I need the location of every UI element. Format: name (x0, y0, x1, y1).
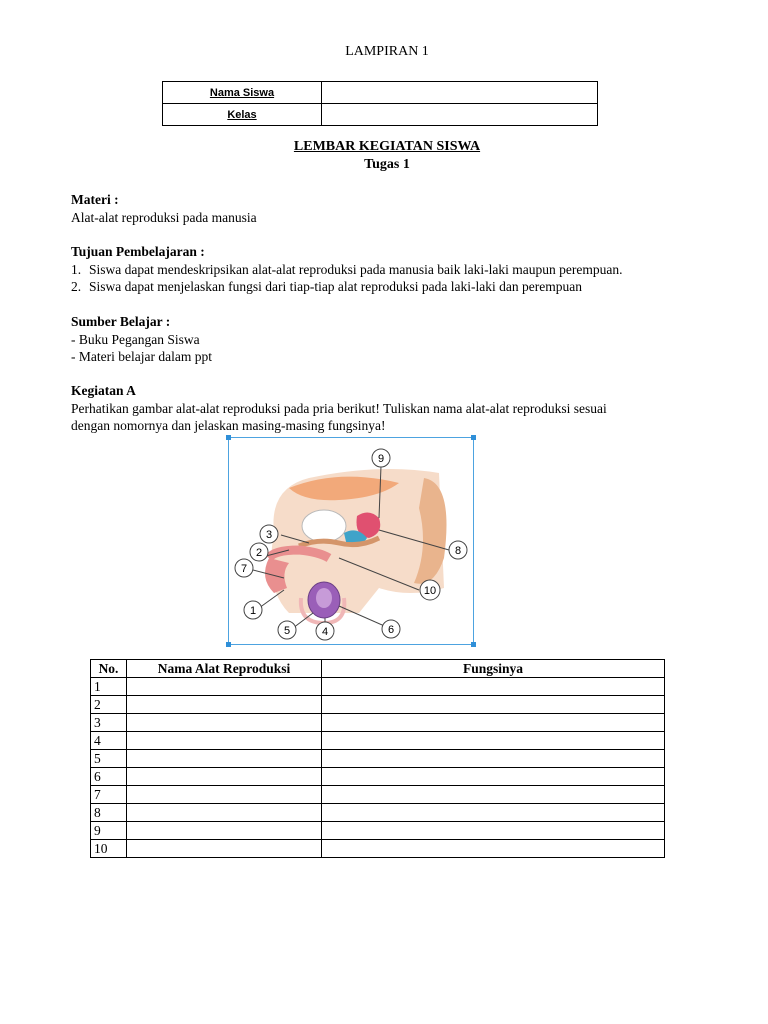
answer-table (90, 659, 665, 858)
row-number: 5 (91, 750, 127, 768)
table-row (91, 678, 665, 696)
objective-item (71, 278, 731, 296)
header-function: Fungsinya (322, 660, 665, 678)
label-10: 10 (423, 585, 437, 597)
objective-text: Siswa dapat menjelaskan fungsi dari tiap-tiap alat reproduksi pada laki-laki dan perempuan (89, 279, 582, 294)
function-cell[interactable] (322, 750, 665, 768)
organ-name-cell[interactable] (127, 714, 322, 732)
organ-name-cell[interactable] (127, 696, 322, 714)
testis-highlight (316, 588, 332, 608)
label-3: 3 (265, 529, 273, 541)
table-row (91, 768, 665, 786)
function-cell[interactable] (322, 714, 665, 732)
objective-number: 2. (71, 279, 82, 294)
resize-handle[interactable] (226, 642, 231, 647)
function-cell[interactable] (322, 840, 665, 858)
table-row (91, 732, 665, 750)
function-cell[interactable] (322, 678, 665, 696)
function-cell[interactable] (322, 732, 665, 750)
table-row (91, 786, 665, 804)
male-reproductive-diagram (229, 438, 473, 644)
activity-instruction-line: dengan nomornya dan jelaskan masing-masing fungsinya! (71, 418, 386, 433)
row-number: 4 (91, 732, 127, 750)
function-cell[interactable] (322, 786, 665, 804)
table-row (91, 714, 665, 732)
objectives-heading: Tujuan Pembelajaran : (71, 244, 205, 259)
objective-item (71, 261, 731, 279)
answer-table-header (91, 660, 665, 678)
label-5: 5 (283, 625, 291, 637)
table-row (91, 822, 665, 840)
table-row (91, 696, 665, 714)
organ-name-cell[interactable] (127, 804, 322, 822)
organ-name-cell[interactable] (127, 786, 322, 804)
organ-name-cell[interactable] (127, 768, 322, 786)
resize-handle[interactable] (471, 642, 476, 647)
objective-number: 1. (71, 261, 82, 277)
materi-text: Alat-alat reproduksi pada manusia (71, 209, 257, 225)
organ-name-cell[interactable] (127, 750, 322, 768)
sources-heading: Sumber Belajar : (71, 314, 171, 329)
worksheet-title: LEMBAR KEGIATAN SISWA (293, 139, 481, 154)
label-1: 1 (249, 605, 257, 617)
appendix-label: LAMPIRAN 1 (345, 44, 429, 59)
table-row (91, 840, 665, 858)
objectives-section (71, 243, 731, 296)
function-cell[interactable] (322, 768, 665, 786)
row-number: 8 (91, 804, 127, 822)
bladder-shape (302, 510, 346, 542)
header-no: No. (91, 660, 127, 678)
materi-section (71, 191, 711, 226)
label-7: 7 (240, 563, 248, 575)
organ-name-cell[interactable] (127, 822, 322, 840)
row-number: 2 (91, 696, 127, 714)
header-name: Nama Alat Reproduksi (127, 660, 322, 678)
resize-handle[interactable] (471, 435, 476, 440)
row-number: 10 (91, 840, 127, 858)
function-cell[interactable] (322, 696, 665, 714)
resize-handle[interactable] (226, 435, 231, 440)
label-8: 8 (454, 545, 462, 557)
label-9: 9 (377, 453, 385, 465)
row-number: 9 (91, 822, 127, 840)
activity-instruction-line: Perhatikan gambar alat-alat reproduksi pada pria berikut! Tuliskan nama alat-alat reproduksi sesuai (71, 400, 607, 416)
source-item: - Buku Pegangan Siswa (71, 331, 200, 347)
objective-text: Siswa dapat mendeskripsikan alat-alat reproduksi pada manusia baik laki-laki maupun perempuan. (89, 261, 623, 277)
function-cell[interactable] (322, 822, 665, 840)
class-label: Kelas (163, 104, 322, 126)
student-name-field[interactable] (322, 82, 598, 104)
function-cell[interactable] (322, 804, 665, 822)
reproductive-diagram-frame[interactable] (228, 437, 474, 645)
class-field[interactable] (322, 104, 598, 126)
worksheet-subtitle: Tugas 1 (364, 157, 410, 172)
student-name-label: Nama Siswa (163, 82, 322, 104)
activity-section (71, 382, 731, 435)
source-item: - Materi belajar dalam ppt (71, 349, 212, 364)
table-row (91, 804, 665, 822)
label-2: 2 (255, 547, 263, 559)
activity-heading: Kegiatan A (71, 383, 136, 398)
row-number: 7 (91, 786, 127, 804)
label-4: 4 (321, 626, 329, 638)
identity-row-class (163, 104, 598, 126)
sources-section (71, 313, 711, 366)
row-number: 1 (91, 678, 127, 696)
identity-row-name (163, 82, 598, 104)
row-number: 3 (91, 714, 127, 732)
organ-name-cell[interactable] (127, 840, 322, 858)
organ-name-cell[interactable] (127, 732, 322, 750)
row-number: 6 (91, 768, 127, 786)
label-6: 6 (387, 624, 395, 636)
materi-heading: Materi : (71, 192, 119, 207)
student-identity-table (162, 81, 598, 126)
table-row (91, 750, 665, 768)
organ-name-cell[interactable] (127, 678, 322, 696)
